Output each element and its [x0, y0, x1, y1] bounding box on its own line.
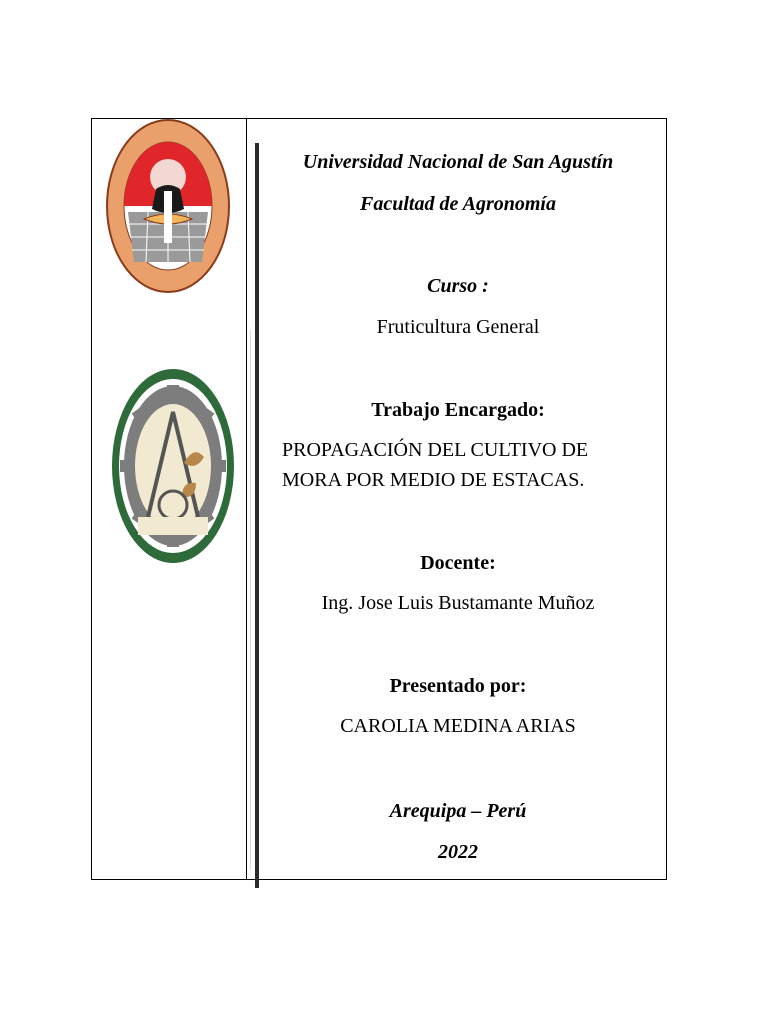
course-value: Fruticultura General [376, 316, 540, 338]
teacher-label: Docente: [420, 552, 496, 574]
decorative-thin-rule [250, 330, 251, 870]
assignment-title-line2: MORA POR MEDIO DE ESTACAS. [282, 469, 585, 491]
faculty-name: Facultad de Agronomía [360, 193, 556, 215]
year-text: 2022 [438, 841, 478, 863]
teacher-name: Ing. Jose Luis Bustamante Muñoz [321, 592, 595, 614]
faculty-seal-logo [110, 367, 236, 565]
course-label: Curso : [427, 275, 489, 297]
author-name: CAROLIA MEDINA ARIAS [340, 715, 576, 737]
decorative-thick-rule [255, 143, 259, 888]
university-name: Universidad Nacional de San Agustín [302, 151, 614, 173]
assignment-label: Trabajo Encargado: [371, 399, 545, 421]
university-seal-logo [104, 117, 232, 295]
place-text: Arequipa – Perú [389, 800, 527, 822]
column-divider [246, 118, 247, 880]
assignment-title-line1: PROPAGACIÓN DEL CULTIVO DE [282, 439, 589, 461]
author-label: Presentado por: [389, 675, 527, 697]
